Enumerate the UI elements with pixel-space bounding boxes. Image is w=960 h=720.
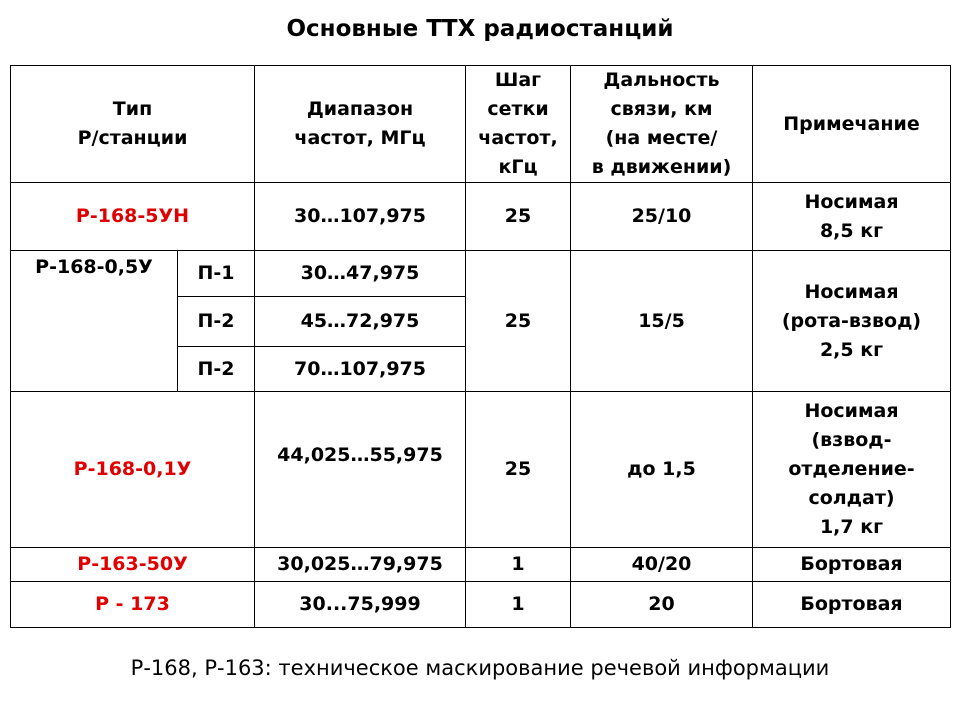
step-cell: 25 — [466, 392, 571, 548]
range-cell: 15/5 — [571, 251, 753, 392]
header-row — [11, 66, 951, 183]
header-note: Примечание — [753, 66, 951, 183]
radio-type-cell: Р - 173 — [11, 582, 255, 628]
note-line: 8,5 кг — [819, 219, 884, 242]
table-row — [11, 548, 951, 582]
step-cell: 1 — [466, 548, 571, 582]
freq-cell — [255, 392, 466, 548]
freq-cell: 70…107,975 — [255, 347, 466, 392]
header-step-line: сетки — [487, 98, 549, 120]
subtype-cell: П-1 — [178, 251, 255, 297]
note-line: 1,7 кг — [819, 516, 884, 538]
freq-cell: 45…72,975 — [255, 297, 466, 347]
header-freq-line: частот, МГц — [294, 127, 426, 149]
page-title: Основные ТТХ радиостанций — [286, 16, 674, 42]
range-cell: 40/20 — [571, 548, 753, 582]
note-line: солдат) — [808, 487, 895, 509]
header-type-line: Р/станции — [77, 127, 188, 149]
step-cell: 25 — [466, 183, 571, 251]
subtype-cell: П-2 — [178, 297, 255, 347]
note-cell — [753, 251, 951, 392]
note-line: Носимая — [804, 400, 899, 422]
step-cell: 25 — [466, 251, 571, 392]
note-line: (рота-взвод) — [781, 309, 922, 332]
freq-cell: 30…47,975 — [255, 251, 466, 297]
table-row — [11, 582, 951, 628]
range-cell: 25/10 — [571, 183, 753, 251]
freq-value: 44,025…55,975 — [277, 444, 443, 466]
header-step-line: Шаг — [494, 69, 542, 91]
table-row — [11, 251, 951, 297]
header-freq-line: Диапазон — [306, 98, 414, 120]
table-row — [11, 183, 951, 251]
header-freq — [255, 66, 466, 183]
note-cell: Бортовая — [753, 582, 951, 628]
note-line: 2,5 кг — [819, 338, 884, 361]
freq-cell: 30,025…79,975 — [255, 548, 466, 582]
header-range-line: Дальность — [603, 69, 720, 91]
header-range-line: (на месте/ — [605, 127, 718, 149]
freq-cell: 30…107,975 — [255, 183, 466, 251]
note-line: Носимая — [804, 190, 899, 213]
note-line: (взвод- — [811, 429, 892, 451]
header-step-line: частот, — [478, 127, 558, 149]
radio-type-cell: Р-163-50У — [11, 548, 255, 582]
footer-note: Р-168, Р-163: техническое маскирование речевой информации — [130, 656, 830, 680]
table-row — [11, 392, 951, 548]
radio-type-cell: Р-168-5УН — [11, 183, 255, 251]
header-range-line: в движении) — [591, 156, 732, 178]
subtype-cell: П-2 — [178, 347, 255, 392]
range-cell: до 1,5 — [571, 392, 753, 548]
range-cell: 20 — [571, 582, 753, 628]
header-step-line: кГц — [498, 156, 538, 178]
step-cell: 1 — [466, 582, 571, 628]
freq-cell: 30...75,999 — [255, 582, 466, 628]
note-cell — [753, 183, 951, 251]
header-step — [466, 66, 571, 183]
header-type-line: Тип — [112, 98, 153, 120]
header-range — [571, 66, 753, 183]
header-type — [11, 66, 255, 183]
note-line: отделение- — [788, 458, 915, 480]
specs-table — [10, 65, 951, 628]
radio-type-cell: Р-168-0,5У — [11, 251, 178, 392]
note-cell — [753, 392, 951, 548]
radio-type-cell: Р-168-0,1У — [11, 392, 255, 548]
note-line: Носимая — [804, 280, 899, 303]
note-cell: Бортовая — [753, 548, 951, 582]
header-range-line: связи, км — [610, 98, 713, 120]
